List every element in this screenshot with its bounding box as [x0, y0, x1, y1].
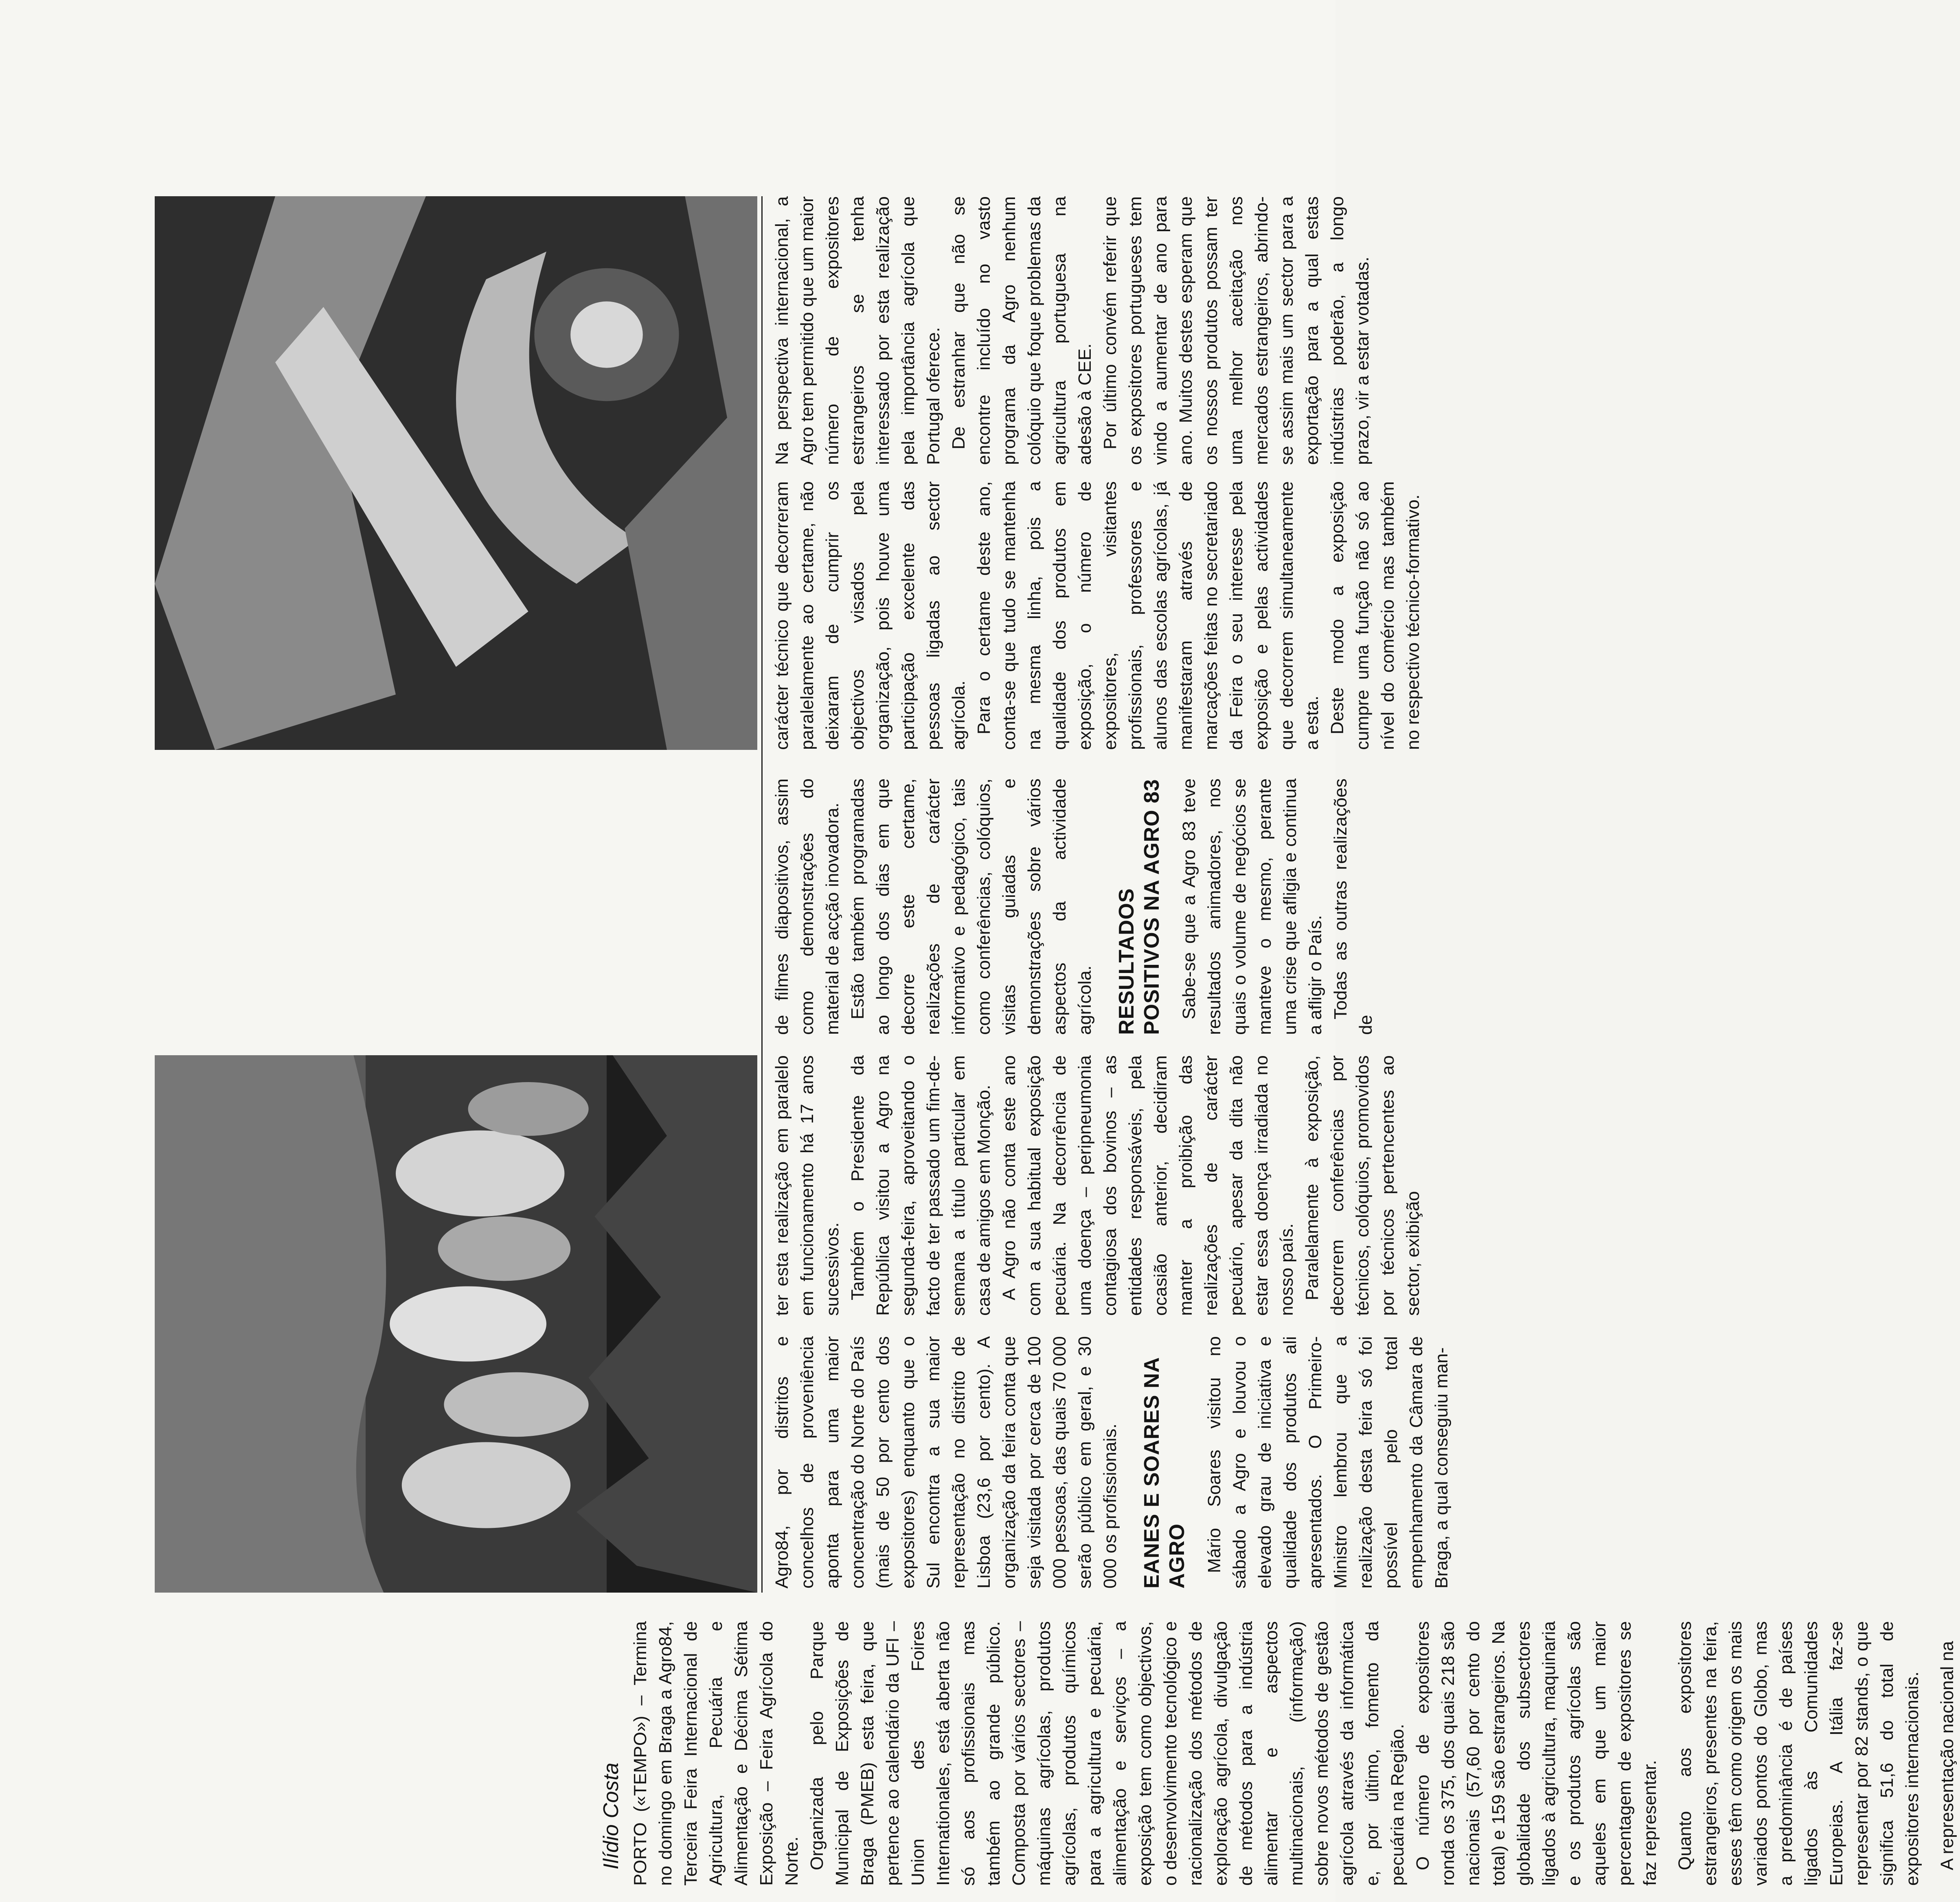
- paragraph: De estranhar que não se encontre incluído no vasto programa da Agro nenhum colóquio que foque problemas da agricultura portuguesa na adesão à CEE.: [949, 196, 1095, 465]
- article-column-5: [770, 481, 1426, 750]
- subheadline-resultados: RESULTADOS POSITIVOS NA AGRO 83: [1115, 779, 1164, 1035]
- paragraph: Sabe-se que a Agro 83 teve resultados animadores, nos quais o volume de negócios se manteve o mesmo, perante uma crise que afligia e continua a afligir o País.: [1179, 778, 1325, 1035]
- byline: Ilídio Costa: [599, 1762, 623, 1869]
- paragraph: Organizada pelo Parque Municipal de Exposições de Braga (PMEB) esta feira, que pertence ao calendário da UFI – Union des Foires Internationales, está aberta não só aos profissionais mas também ao grande público. Composta por vários sectores – máquinas agrícolas, produtos agrícolas, produtos químicos para a agricultura e pecuária, alimentação e serviços – a exposição tem como objectivos, o desenvolvimento tecnológico e racionalização dos métodos de exploração agrícola, divulgação de métodos para a indústria alimentar e aspectos multinacionais, (informação) sobre novos métodos de gestão agrícola através da informática e, por último, fomento da pecuária na Região.: [807, 1621, 1408, 1886]
- column-divider: [761, 196, 763, 1593]
- paragraph: carácter técnico que decorreram paralelamente ao certame, não deixaram de cumprir os objectivos visados pela organização, pois houve uma participação excelente das pessoas ligadas ao sector agrícola.: [772, 481, 969, 750]
- paragraph: Quanto aos expositores estrangeiros, presentes na feira, esses têm como origem os mais variados pontos do Globo, mas a predominância é de países ligados às Comunidades Europeias. A Itália faz-se representar por 82 stands, o que significa 51,6 do total de expositores internacionais.: [1675, 1621, 1922, 1886]
- paragraph: O número de expositores ronda os 375, dos quais 218 são nacionais (57,60 por cento do total) e 159 são estrangeiros. Na globalidade dos subsectores ligados à agricultura, maquinaria e os produtos agrícolas são aqueles em que um maior percentagem de expositores se faz representar.: [1413, 1621, 1660, 1886]
- paragraph: Paralelamente à exposição, decorrem conferências por técnicos, colóquios, promovidos por técnicos pertencentes ao sector, exibição: [1302, 1055, 1423, 1316]
- paragraph: A representação nacional na: [1937, 1641, 1957, 1870]
- paragraph: Também o Presidente da República visitou a Agro na segunda-feira, aproveitando o facto de ter passado um fim-de-semana a título particular em casa de amigos em Monção.: [848, 1055, 994, 1316]
- paragraph: ter esta realização em paralelo em funcionamento há 17 anos sucessivos.: [772, 1055, 842, 1316]
- article-column-3: [770, 1055, 1426, 1316]
- paragraph: Para o certame deste ano, conta-se que tudo se mantenha na mesma linha, pois a qualidade dos produtos em exposição, o número de expositores, visitantes profissionais, professores e alunos das escolas agrícolas, já manifestaram através de marcações feitas no secretariado da Feira o seu interesse pela exposição e pelas actividades que decorrem simultaneamente a esta.: [974, 481, 1322, 750]
- article-column-6: [770, 196, 1375, 465]
- article-column-1: [599, 1621, 1960, 1886]
- photo-machinery-closeup: [155, 196, 757, 750]
- photo-crowd-at-fair: [155, 1055, 757, 1593]
- paragraph: de filmes diapositivos, assim como demonstrações do material de acção inovadora.: [772, 778, 842, 1035]
- paragraph: Deste modo a exposição cumpre uma função não só ao nível do comércio mas também no respectivo técnico-formativo.: [1327, 481, 1423, 750]
- paragraph: PORTO («TEMPO») – Termina no domingo em Braga a Agro84, Terceira Feira Internacional de Agricultura, Pecuária e Alimentação e Décima Sétima Exposição – Feira Agrícola do Norte.: [630, 1621, 802, 1886]
- article-column-4: [770, 778, 1379, 1035]
- paragraph: Todas as outras realizações de: [1331, 778, 1376, 1035]
- paragraph: A Agro não conta este ano com a sua habitual exposição pecuária. Na decorrência de uma doença – peripneumonia contagiosa dos bovinos – as entidades responsáveis, pela ocasião anterior, decidiram manter a proibição das realizações de carácter pecuário, apesar da dita não estar essa doença irradiada no nosso país.: [999, 1055, 1297, 1316]
- photo-icon: [155, 196, 757, 750]
- paragraph: Por último convém referir que os expositores portugueses tem vindo a aumentar de ano para ano. Muitos destes esperam que os nossos produtos possam ter uma melhor aceitação nos mercados estrangeiros, abrindo-se assim mais um sector para a exportação para a qual estas indústrias poderão, a longo prazo, vir a estar votadas.: [1100, 196, 1372, 465]
- paragraph: Agro84, por distritos e concelhos de proveniência aponta para uma maior concentração do Norte do País (mais de 50 por cento dos expositores) enquanto que o Sul encontra a sua maior representação no distrito de Lisboa (23,6 por cento). A organização da feira conta que seja visitada por cerca de 100 000 pessoas, das quais 70 000 serão público em geral, e 30 000 os profissionais.: [772, 1336, 1120, 1589]
- paragraph: Mário Soares visitou no sábado a Agro e louvou o elevado grau de iniciativa e qualidade dos produtos ali apresentados. O Primeiro-Ministro lembrou que a realização desta feira só foi possível pelo total empenhamento da Câmara de Braga, a qual conseguiu man-: [1204, 1336, 1451, 1589]
- photo-icon: [155, 1055, 757, 1593]
- article-column-2: [770, 1336, 1454, 1589]
- paragraph: Na perspectiva internacional, a Agro tem permitido que um maior número de expositores estrangeiros se tenha interessado por esta realização pela importância agrícola que Portugal oferece.: [772, 196, 943, 465]
- subheadline-eanes-soares: EANES E SOARES NA AGRO: [1140, 1358, 1189, 1589]
- paragraph: Estão também programadas ao longo dos dias em que decorre este certame, realizações de carácter informativo e pedagógico, tais como conferências, colóquios, visitas guiadas e demonstrações sobre vários aspectos da actividade agrícola.: [848, 778, 1095, 1035]
